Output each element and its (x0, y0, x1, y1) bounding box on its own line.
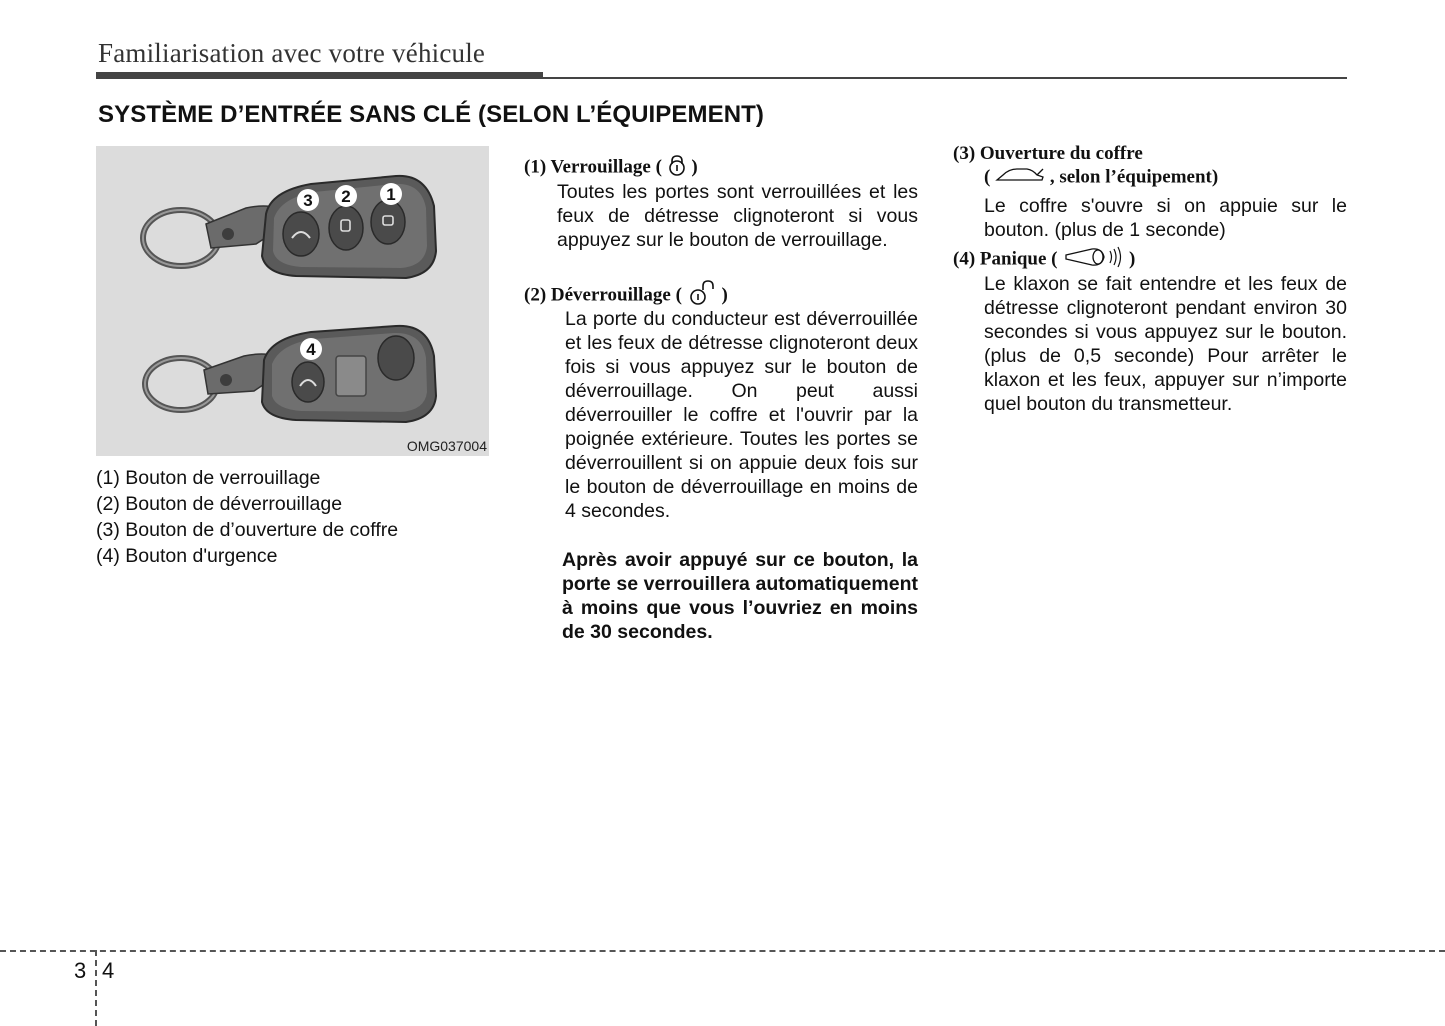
trunk-icon (995, 166, 1045, 190)
svg-text:2: 2 (341, 187, 351, 206)
footer-divider (0, 950, 1445, 952)
unlock-heading: (2) Déverrouillage ( ) (524, 280, 728, 312)
svg-text:3: 3 (303, 191, 313, 210)
lock-icon (667, 154, 687, 182)
header-rule-thick (96, 72, 543, 79)
svg-text:1: 1 (386, 185, 396, 204)
legend-item: (4) Bouton d'urgence (96, 545, 278, 567)
header-rule-thin (543, 77, 1347, 79)
panic-description: Le klaxon se fait entendre et les feux de détresse clignoteront pendant environ 30 secondes si vous appuyez sur le bouton. (plus de 0,5 seconde) Pour arrêter le klaxon et les feux, appuyer sur n’importe quel bouton du transmetteur. (984, 273, 1347, 415)
panic-heading: (4) Panique ( ) (953, 245, 1135, 275)
trunk-description: Le coffre s'ouvre si on appuie sur le bouton. (plus de 1 seconde) (984, 195, 1347, 241)
legend-item: (1) Bouton de verrouillage (96, 467, 321, 489)
callout-1 (380, 183, 402, 205)
page-number: 4 (102, 958, 115, 983)
horn-icon (1062, 245, 1124, 275)
chapter-number: 3 (74, 958, 87, 983)
svg-text:4: 4 (306, 340, 316, 359)
callout-4 (300, 338, 322, 360)
page-number-divider (95, 950, 97, 1026)
key-fob-bottom (145, 326, 436, 422)
key-fob-figure (96, 146, 489, 456)
trunk-heading-line2: ( , selon l’équipement) (984, 166, 1218, 190)
lock-heading: (1) Verrouillage ( ) (524, 154, 698, 182)
auto-relock-note: Après avoir appuyé sur ce bouton, la porte se verrouillera automatiquement à moins que vous l’ouvriez en moins de 30 secondes. (562, 549, 918, 643)
unlock-description: La porte du conducteur est déverrouillée et les feux de détresse clignoteront deux fois si vous appuyez sur le bouton de déverrouillage. On peut aussi déverrouiller le coffre et l'ouvrir par la poignée extérieure. Toutes les portes se déverrouillent si on appuie deux fois sur le bouton de déverrouillage en moins de 4 secondes. (565, 308, 918, 522)
lock-description: Toutes les portes sont verrouillées et les feux de détresse clignoteront si vous appuyez sur le bouton de verrouillage. (557, 181, 918, 251)
trunk-heading: (3) Ouverture du coffre (953, 143, 1143, 164)
key-fob-illustration (96, 146, 489, 456)
callout-2 (335, 185, 357, 207)
chapter-header: Familiarisation avec votre véhicule (98, 38, 486, 68)
section-title: SYSTÈME D’ENTRÉE SANS CLÉ (SELON L’ÉQUIPEMENT) (98, 101, 765, 128)
legend-item: (3) Bouton de d’ouverture de coffre (96, 519, 399, 541)
legend-item: (2) Bouton de déverrouillage (96, 493, 343, 515)
figure-code: OMG037004 (406, 438, 487, 454)
callout-3 (297, 189, 319, 211)
button-legend (96, 465, 398, 569)
